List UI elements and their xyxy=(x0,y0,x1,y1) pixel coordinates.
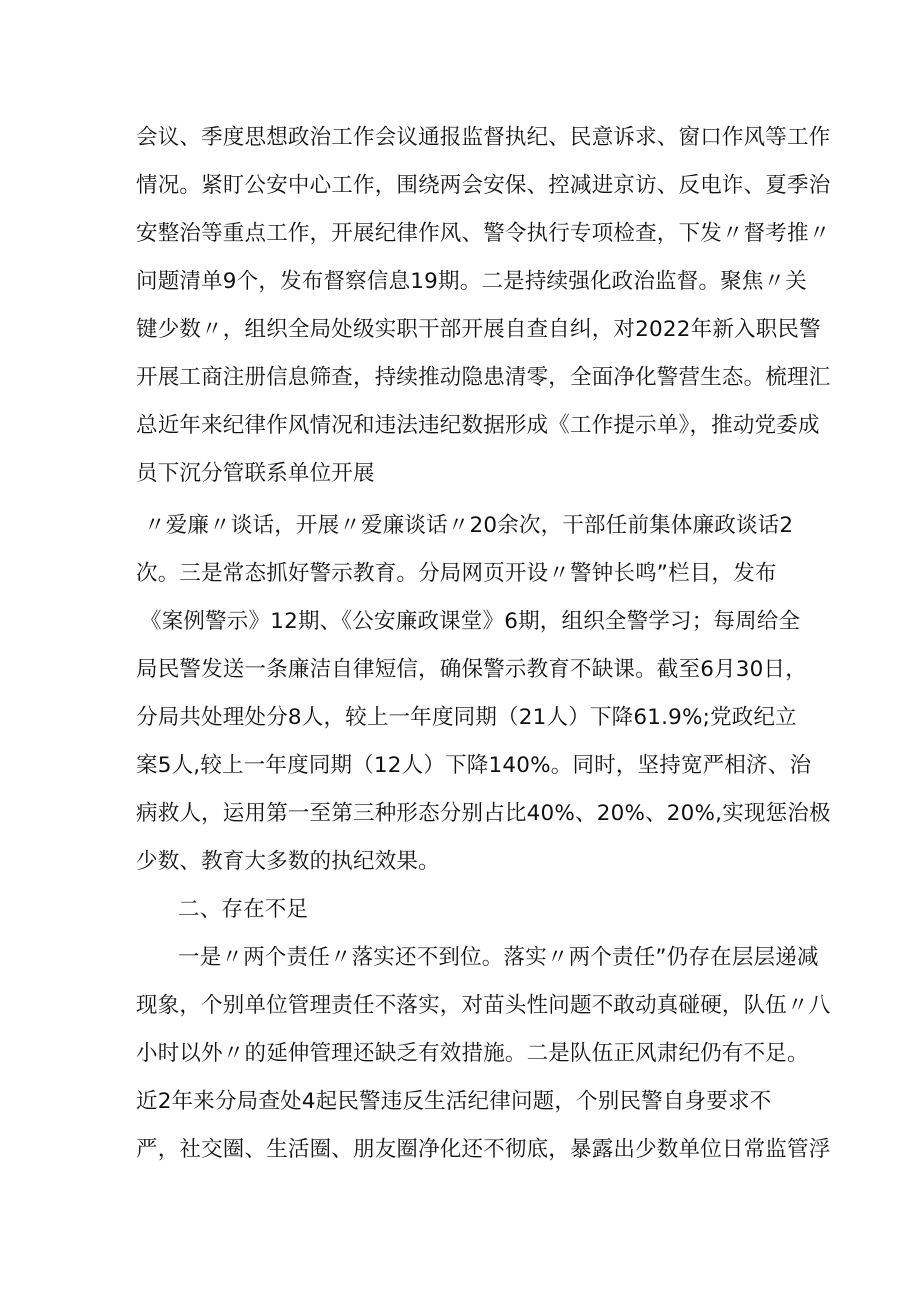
paragraph-line: 〃爱廉〃谈话，开展〃爱廉谈话〃20余次，干部任前集体廉政谈话2 xyxy=(144,513,794,538)
paragraph-line: 案5人,较上一年度同期（12人）下降140%。同时，坚持宽严相济、治 xyxy=(136,753,812,778)
paragraph-line: 开展工商注册信息筛查，持续推动隐患清零，全面净化警营生态。梳理汇 xyxy=(136,365,831,390)
paragraph-line: 少数、教育大多数的执纪效果。 xyxy=(136,849,440,874)
paragraph-line: 严，社交圈、生活圈、朋友圈净化还不彻底，暴露出少数单位日常监管浮 xyxy=(136,1137,831,1162)
paragraph-line: 会议、季度思想政治工作会议通报监督执纪、民意诉求、窗口作风等工作 xyxy=(136,125,831,150)
paragraph-line: 安整治等重点工作，开展纪律作风、警令执行专项检查，下发〃督考推〃 xyxy=(136,221,831,246)
paragraph-line: 次。三是常态抓好警示教育。分局网页开设〃警钟长鸣”栏目，发布 xyxy=(136,561,777,586)
paragraph-line: 局民警发送一条廉洁自律短信，确保警示教育不缺课。截至6月30日， xyxy=(136,657,807,682)
section-heading: 二、存在不足 xyxy=(178,897,309,922)
paragraph-line: 一是〃两个责任〃落实还不到位。落实〃两个责任”仍存在层层递减 xyxy=(178,945,819,970)
paragraph-line: 小时以外〃的延伸管理还缺乏有效措施。二是队伍正风肃纪仍有不足。 xyxy=(136,1041,809,1066)
paragraph-line: 键少数〃，组织全局处级实职干部开展自查自纠，对2022年新入职民警 xyxy=(136,317,821,342)
paragraph-line: 分局共处理处分8人，较上一年度同期（21人）下降61.9%;党政纪立 xyxy=(136,705,797,730)
paragraph-line: 现象，个别单位管理责任不落实，对苗头性问题不敢动真碰硬，队伍〃八 xyxy=(136,993,831,1018)
paragraph-line: 员下沉分管联系单位开展 xyxy=(136,461,375,486)
paragraph-line: 总近年来纪律作风情况和违法违纪数据形成《工作提示单》，推动党委成 xyxy=(136,413,820,438)
paragraph-line: 问题清单9个，发布督察信息19期。二是持续强化政治监督。聚焦〃关 xyxy=(136,269,807,294)
paragraph-line: 近2年来分局查处4起民警违反生活纪律问题，个别民警自身要求不 xyxy=(136,1089,772,1114)
paragraph-line: 《案例警示》12期、《公安廉政课堂》6期，组织全警学习；每周给全 xyxy=(140,609,801,634)
paragraph-line: 情况。紧盯公安中心工作，围绕两会安保、控减进京访、反电诈、夏季治 xyxy=(136,173,831,198)
paragraph-line: 病救人，运用第一至第三种形态分别占比40%、20%、20%,实现惩治极 xyxy=(136,801,831,826)
